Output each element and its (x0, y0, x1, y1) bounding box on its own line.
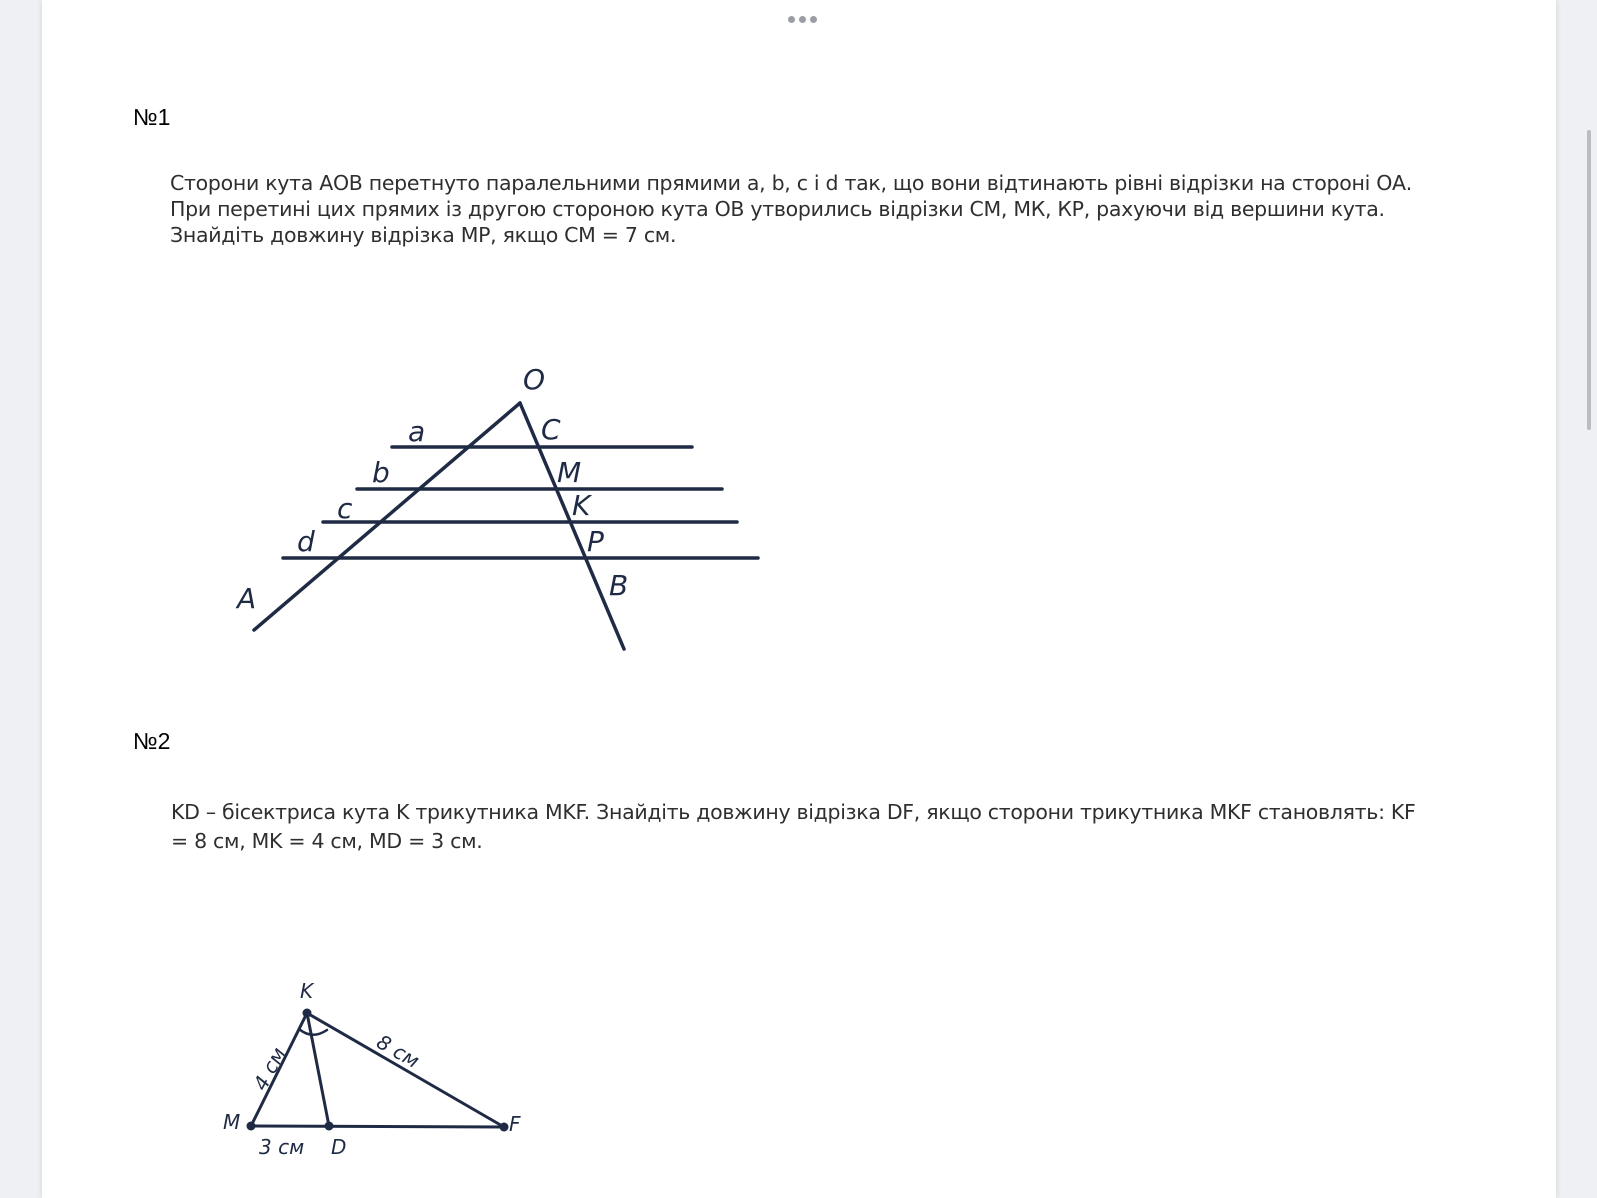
angle-arc (299, 1029, 327, 1035)
label-o: O (523, 363, 546, 396)
scrollbar-track[interactable] (1577, 0, 1597, 1198)
task2-heading: №2 (133, 728, 171, 754)
task2-line: = 8 см, MK = 4 см, MD = 3 см. (171, 829, 483, 853)
label-k: K (572, 489, 591, 522)
scrollbar-thumb[interactable] (1587, 130, 1591, 430)
side-kf (307, 1013, 504, 1127)
label-f: F (509, 1112, 521, 1136)
side-mf (251, 1126, 504, 1127)
label-mk: 4 см (248, 1043, 291, 1095)
label-line-a: a (408, 415, 426, 448)
point-d (325, 1122, 334, 1131)
label-b: B (609, 569, 629, 602)
point-m (247, 1122, 256, 1131)
task2-line: KD – бісектриса кута K трикутника MKF. Знайдіть довжину відрізка DF, якщо сторони трикутника MKF становлять: KF (171, 800, 1416, 824)
task1-heading: №1 (133, 104, 171, 130)
point-f (500, 1123, 509, 1132)
label-kf: 8 см (372, 1029, 424, 1073)
label-m: M (223, 1110, 241, 1134)
label-line-d: d (297, 525, 315, 558)
label-m: M (557, 456, 582, 489)
label-line-b: b (372, 456, 390, 489)
label-a-vertex: A (237, 582, 257, 615)
document-page (42, 0, 1556, 1198)
label-p: P (587, 525, 604, 558)
task1-line: Сторони кута АОВ перетнуто паралельними прямими a, b, c і d так, що вони відтинають рівні відрізки на стороні ОА. (170, 171, 1412, 195)
label-c: C (541, 413, 561, 446)
point-k (303, 1009, 312, 1018)
task2-figure (42, 0, 1556, 1198)
label-md: 3 см (259, 1135, 305, 1159)
task1-line: При перетині цих прямих із другою стороною кута ОВ утворились відрізки СМ, МК, КР, рахуючи від вершини кута. (170, 197, 1385, 221)
label-d: D (331, 1135, 347, 1159)
task1-line: Знайдіть довжину відрізка МР, якщо СМ = 7 см. (170, 223, 677, 247)
label-k: K (300, 979, 314, 1003)
label-line-c: c (337, 492, 353, 525)
